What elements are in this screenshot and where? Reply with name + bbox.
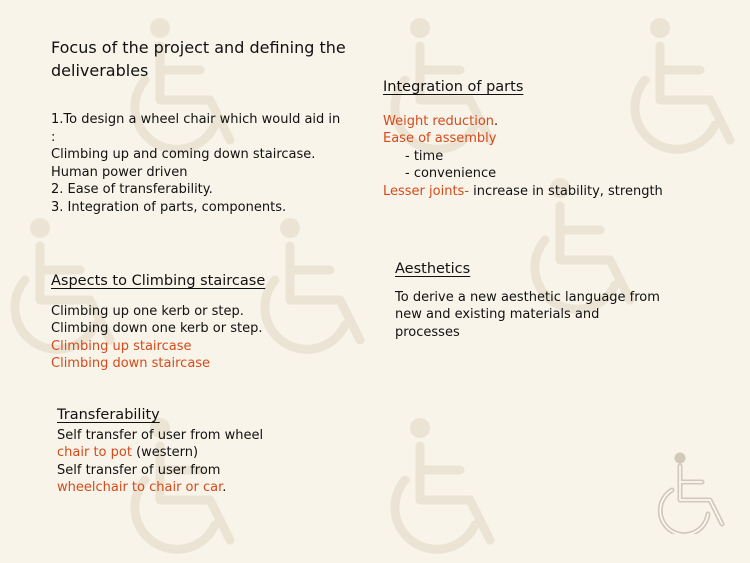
transferability-section <box>57 407 347 497</box>
integration-subitem: - convenience <box>405 166 497 181</box>
focus-line: Human power driven <box>51 164 188 180</box>
transfer-line: Self transfer of user from wheel <box>57 427 264 443</box>
integration-subitem: - time <box>405 148 444 164</box>
wheelchair-icon <box>652 452 734 534</box>
aspects-item: Climbing up one kerb or step. <box>51 303 244 319</box>
aspects-item: Climbing up staircase <box>51 338 192 354</box>
aspects-item: Climbing down one kerb or step. <box>51 321 263 336</box>
focus-line: 1.To design a wheel chair which would aid in : <box>51 112 341 145</box>
integration-section <box>383 79 723 200</box>
aesthetics-heading: Aesthetics <box>395 261 471 277</box>
focus-line: 2. Ease of transferability. <box>51 182 213 197</box>
aesthetics-section <box>395 261 665 341</box>
integration-item: Lesser joints- increase in stability, strength <box>383 183 663 199</box>
aspects-item: Climbing down staircase <box>51 356 211 371</box>
aspects-heading: Aspects to Climbing staircase <box>51 273 266 289</box>
page-title: Focus of the project and defining the deliverables <box>51 38 346 80</box>
transfer-line: chair to pot (western) <box>57 445 199 460</box>
focus-line: 3. Integration of parts, components. <box>51 199 287 215</box>
integration-item: Weight reduction. <box>383 113 499 129</box>
transferability-heading: Transferability <box>57 407 160 423</box>
transfer-line: wheelchair to chair or car. <box>57 480 227 495</box>
aspects-section <box>51 273 351 373</box>
aesthetics-text: To derive a new aesthetic language from new and existing materials and processes <box>395 289 660 340</box>
integration-heading: Integration of parts <box>383 79 524 95</box>
integration-item: Ease of assembly <box>383 131 497 146</box>
transfer-line: Self transfer of user from <box>57 462 221 478</box>
focus-list <box>51 111 341 216</box>
focus-line: Climbing up and coming down staircase. <box>51 147 316 162</box>
